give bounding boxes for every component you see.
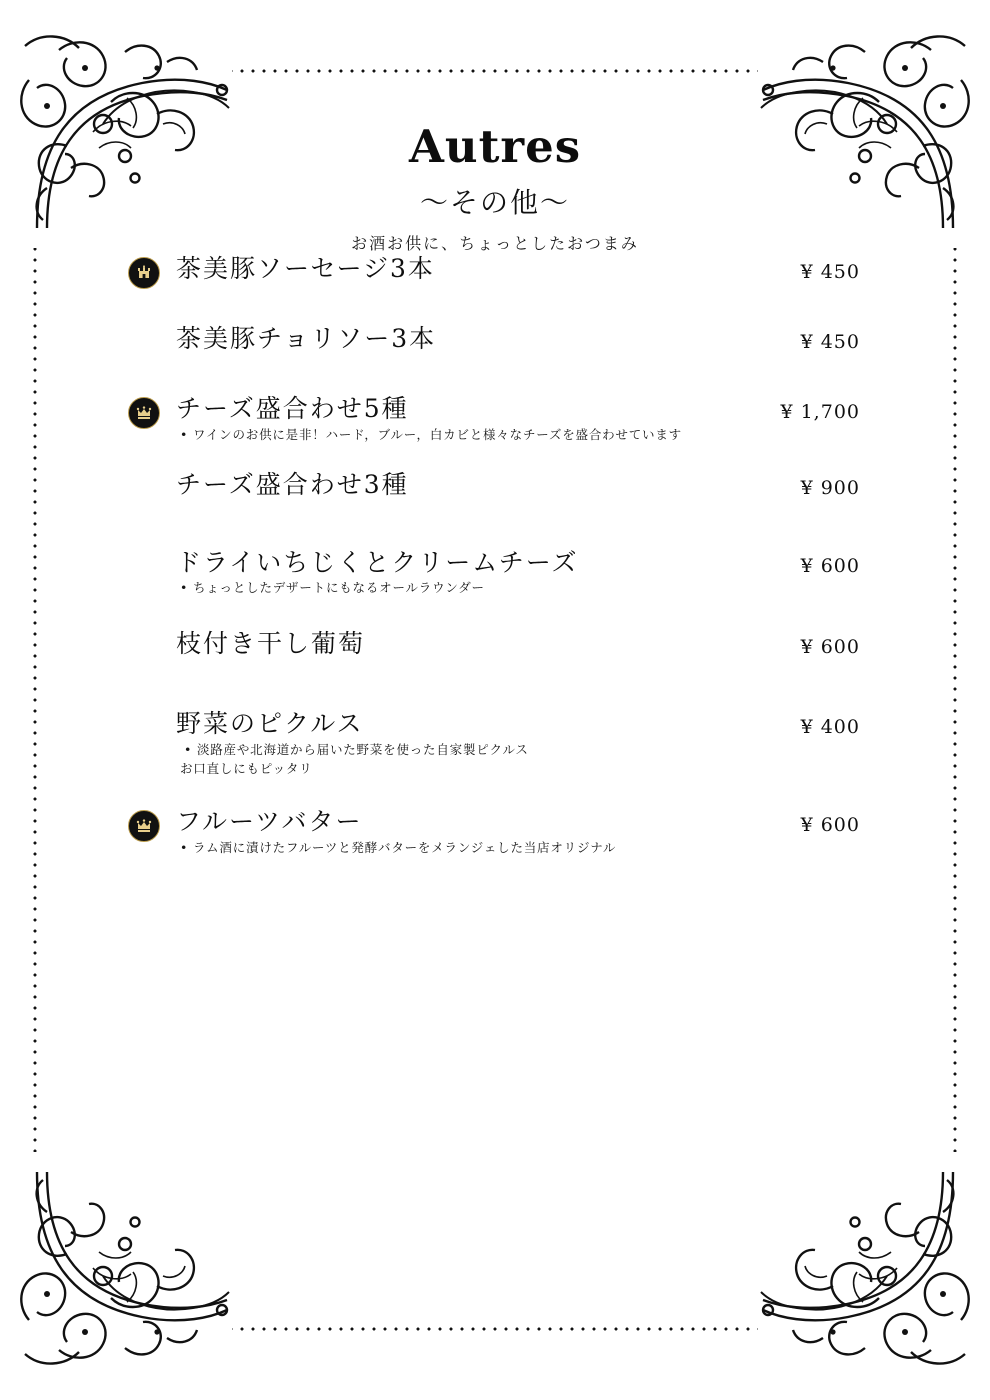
- item-price: ¥ 600: [800, 554, 860, 577]
- corner-ornament-bottom-left: [7, 1162, 237, 1372]
- menu-item: [120, 808, 860, 858]
- item-name: ドライいちじくとクリームチーズ: [176, 547, 579, 577]
- castle-icon: [128, 257, 160, 289]
- menu-item: [120, 395, 860, 445]
- item-name: 枝付き干し葡萄: [176, 629, 366, 658]
- menu-item: [120, 630, 860, 674]
- item-price: ¥ 1,700: [780, 401, 860, 423]
- item-description-line: • ワインのお供に是非！ハード，ブルー，白カビと様々なチーズを盛合わせています: [180, 426, 682, 442]
- menu-item-list: [120, 255, 860, 884]
- item-name: 茶美豚チョリソー3本: [176, 324, 437, 353]
- page-subtitle: 〜その他〜: [419, 186, 570, 219]
- item-price: ¥ 400: [800, 716, 860, 738]
- item-price: ¥ 600: [800, 636, 860, 658]
- item-name: チーズ盛合わせ5種: [176, 394, 409, 423]
- item-description-line: • 淡路産や北海道から届いた野菜を使った自家製ピクルス: [184, 741, 529, 757]
- item-name: 茶美豚ソーセージ3本: [176, 254, 435, 283]
- item-price: ¥ 450: [800, 261, 860, 283]
- item-description: [180, 839, 800, 858]
- menu-item: [120, 255, 860, 299]
- page-tagline: お酒お供に、ちょっとしたおつまみ: [351, 234, 639, 253]
- frame-dotted-bottom: [232, 1326, 758, 1332]
- corner-ornament-bottom-right: [753, 1162, 983, 1372]
- crown-icon: [128, 810, 160, 842]
- item-name: チーズ盛合わせ3種: [176, 469, 409, 499]
- item-price: ¥ 600: [800, 814, 860, 837]
- item-description: [180, 426, 800, 445]
- item-description: [180, 579, 800, 598]
- item-description-line: • ラム酒に漬けたフルーツと発酵バターをメランジェした当店オリジナル: [180, 840, 617, 855]
- page-title: Autres: [408, 120, 582, 173]
- menu-item: [120, 325, 860, 369]
- frame-dotted-left: [32, 248, 38, 1152]
- menu-item: [120, 710, 860, 778]
- item-name: 野菜のピクルス: [176, 709, 364, 738]
- item-price: ¥ 450: [800, 331, 860, 353]
- item-price: ¥ 900: [800, 476, 860, 499]
- frame-dotted-right: [952, 248, 958, 1152]
- item-description-line: お口直しにもピッタリ: [180, 760, 313, 776]
- item-description-line: • ちょっとしたデザートにもなるオールラウンダー: [180, 580, 485, 596]
- menu-header: [0, 120, 990, 254]
- frame-dotted-top: [232, 68, 758, 74]
- crown-icon: [128, 397, 160, 429]
- item-description: [180, 741, 800, 779]
- menu-item: [120, 471, 860, 515]
- menu-item: [120, 549, 860, 599]
- item-name: フルーツバター: [176, 807, 363, 837]
